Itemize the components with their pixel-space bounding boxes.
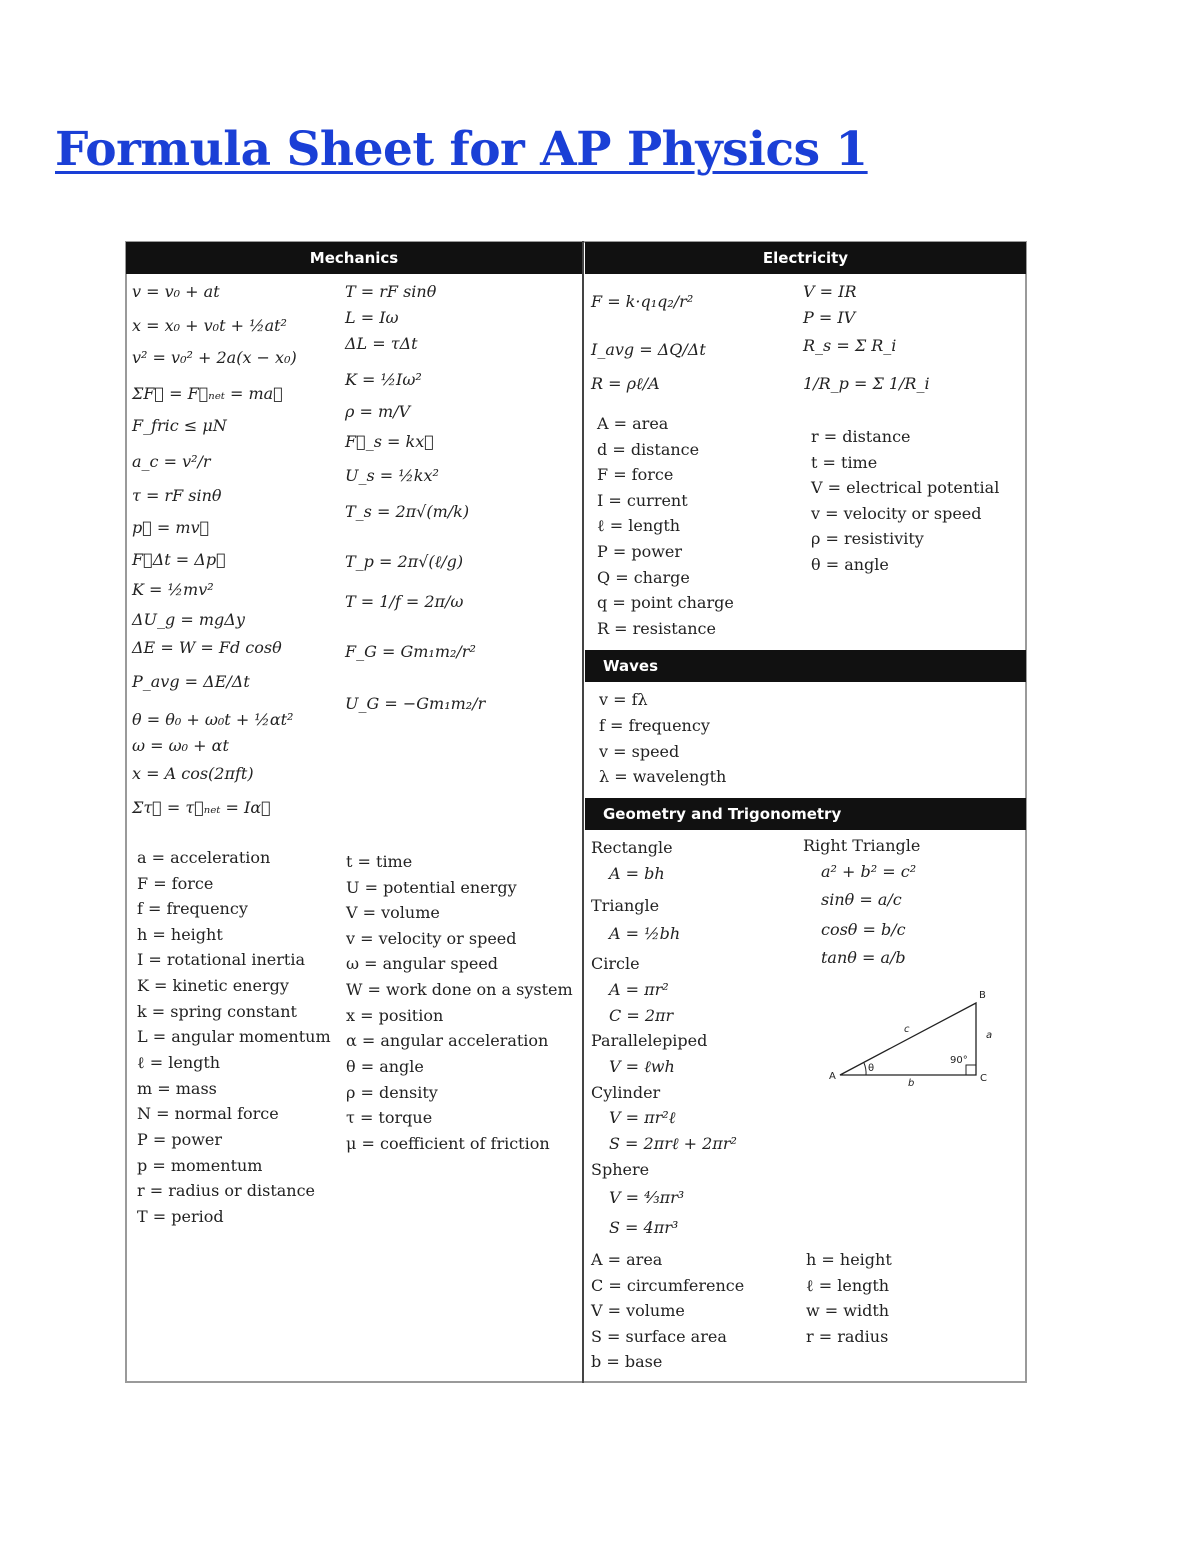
side-label-c: c — [904, 1024, 910, 1035]
equation: A = πr² — [609, 980, 669, 999]
vertex-label-a: A — [829, 1071, 836, 1082]
right-angle-label: 90° — [950, 1055, 968, 1066]
definition: p = momentum — [137, 1156, 263, 1175]
equation: cosθ = b/c — [821, 920, 906, 939]
side-label-a: a — [986, 1030, 993, 1041]
equation: x = A cos(2πft) — [132, 764, 254, 783]
side-label-b: b — [908, 1078, 915, 1086]
definition: τ = torque — [346, 1108, 433, 1127]
equation: T = rF sinθ — [345, 282, 437, 301]
equation: v = v₀ + at — [132, 282, 220, 301]
equation: S = 2πrℓ + 2πr² — [609, 1134, 737, 1153]
definition: W = work done on a system — [346, 980, 573, 999]
equation: F_G = Gm₁m₂/r² — [345, 642, 476, 661]
equation: A = ½bh — [609, 924, 681, 943]
equation: T = 1/f = 2π/ω — [345, 592, 464, 611]
equation: θ = θ₀ + ω₀t + ½αt² — [132, 710, 294, 729]
definition: v = speed — [599, 742, 680, 761]
equation: U_G = −Gm₁m₂/r — [345, 694, 486, 713]
definition: A = area — [591, 1250, 663, 1269]
equation: K = ½Iω² — [345, 370, 422, 389]
definition: K = kinetic energy — [137, 976, 289, 995]
definition: L = angular momentum — [137, 1027, 331, 1046]
equation: ΣF⃗ = F⃗ₙₑₜ = ma⃗ — [132, 384, 283, 403]
angle-arc — [864, 1063, 866, 1075]
equation: F⃗Δt = Δp⃗ — [132, 550, 226, 569]
definition: v = velocity or speed — [346, 929, 517, 948]
definition: k = spring constant — [137, 1002, 297, 1021]
definition: S = surface area — [591, 1327, 727, 1346]
definition: t = time — [346, 852, 413, 871]
equation: U_s = ½kx² — [345, 466, 439, 485]
vertex-label-b: B — [979, 990, 986, 1001]
equation: S = 4πr³ — [609, 1218, 679, 1237]
shape-heading: Parallelepiped — [591, 1031, 708, 1050]
definition: r = radius or distance — [137, 1181, 316, 1200]
page-title: Formula Sheet for AP Physics 1 — [55, 122, 868, 177]
equation: F = k·q₁q₂/r² — [591, 292, 694, 311]
definition: I = rotational inertia — [137, 950, 305, 969]
equation: x = x₀ + v₀t + ½at² — [132, 316, 287, 335]
definition: v = velocity or speed — [811, 504, 982, 523]
equation: v = fλ — [599, 690, 648, 709]
definition: P = power — [597, 542, 683, 561]
definition: h = height — [806, 1250, 892, 1269]
equation: R = ρℓ/A — [591, 374, 660, 393]
equation: V = ℓwh — [609, 1057, 675, 1076]
equation: I_avg = ΔQ/Δt — [591, 340, 706, 359]
equation: A = bh — [609, 864, 665, 883]
equation: V = ⁴⁄₃πr³ — [609, 1188, 685, 1207]
definition: λ = wavelength — [599, 767, 727, 786]
definition: ω = angular speed — [346, 954, 499, 973]
definition: ℓ = length — [806, 1276, 890, 1295]
equation: ρ = m/V — [345, 402, 411, 421]
definition: t = time — [811, 453, 878, 472]
equation: K = ½mv² — [132, 580, 214, 599]
equation: sinθ = a/c — [821, 890, 902, 909]
definition: V = volume — [591, 1301, 685, 1320]
definition: F = force — [137, 874, 214, 893]
equation: a² + b² = c² — [821, 862, 917, 881]
definition: P = power — [137, 1130, 223, 1149]
definition: ℓ = length — [597, 516, 681, 535]
equation: 1/R_p = Σ 1/R_i — [803, 374, 930, 393]
equation: ΔU_g = mgΔy — [132, 610, 245, 629]
equation: V = πr²ℓ — [609, 1108, 676, 1127]
definition: ρ = resistivity — [811, 529, 924, 548]
definition: θ = angle — [346, 1057, 424, 1076]
shape-heading: Rectangle — [591, 838, 673, 857]
definition: ρ = density — [346, 1083, 438, 1102]
definition: μ = coefficient of friction — [346, 1134, 550, 1153]
equation: ΔL = τΔt — [345, 334, 418, 353]
column-divider — [582, 241, 584, 1383]
definition: U = potential energy — [346, 878, 517, 897]
definition: q = point charge — [597, 593, 734, 612]
equation: T_p = 2π√(ℓ/g) — [345, 552, 464, 571]
section-header-waves: Waves — [585, 650, 1026, 682]
definition: α = angular acceleration — [346, 1031, 549, 1050]
definition: r = radius — [806, 1327, 889, 1346]
vertex-label-c: C — [980, 1073, 987, 1084]
equation: ω = ω₀ + αt — [132, 736, 229, 755]
definition: f = frequency — [599, 716, 710, 735]
definition: a = acceleration — [137, 848, 271, 867]
right-triangle-diagram — [826, 986, 998, 1086]
section-header-geometry: Geometry and Trigonometry — [585, 798, 1026, 830]
definition: V = electrical potential — [811, 478, 1000, 497]
section-header-mechanics: Mechanics — [126, 242, 582, 274]
shape-heading: Right Triangle — [803, 836, 921, 855]
definition: d = distance — [597, 440, 700, 459]
definition: I = current — [597, 491, 688, 510]
equation: V = IR — [803, 282, 857, 301]
shape-heading: Triangle — [591, 896, 660, 915]
definition: f = frequency — [137, 899, 248, 918]
shape-heading: Sphere — [591, 1160, 650, 1179]
definition: R = resistance — [597, 619, 716, 638]
definition: N = normal force — [137, 1104, 279, 1123]
equation: P_avg = ΔE/Δt — [132, 672, 250, 691]
definition: Q = charge — [597, 568, 690, 587]
equation: R_s = Σ R_i — [803, 336, 897, 355]
definition: h = height — [137, 925, 223, 944]
equation: P = IV — [803, 308, 856, 327]
shape-heading: Cylinder — [591, 1083, 661, 1102]
equation: L = Iω — [345, 308, 399, 327]
definition: F = force — [597, 465, 674, 484]
definition: A = area — [597, 414, 669, 433]
definition: w = width — [806, 1301, 890, 1320]
definition: θ = angle — [811, 555, 889, 574]
angle-label-theta: θ — [868, 1063, 875, 1074]
definition: C = circumference — [591, 1276, 745, 1295]
definition: ℓ = length — [137, 1053, 221, 1072]
right-angle-marker — [966, 1065, 976, 1075]
definition: V = volume — [346, 903, 440, 922]
equation: p⃗ = mv⃗ — [132, 518, 210, 537]
equation: v² = v₀² + 2a(x − x₀) — [132, 348, 297, 367]
equation: F_fric ≤ μN — [132, 416, 227, 435]
definition: x = position — [346, 1006, 444, 1025]
equation: ΔE = W = Fd cosθ — [132, 638, 282, 657]
section-header-electricity: Electricity — [585, 242, 1026, 274]
equation: tanθ = a/b — [821, 948, 906, 967]
definition: b = base — [591, 1352, 663, 1371]
equation: a_c = v²/r — [132, 452, 211, 471]
equation: Στ⃗ = τ⃗ₙₑₜ = Iα⃗ — [132, 798, 271, 817]
equation: T_s = 2π√(m/k) — [345, 502, 470, 521]
equation: F⃗_s = kx⃗ — [345, 432, 434, 451]
shape-heading: Circle — [591, 954, 640, 973]
definition: m = mass — [137, 1079, 217, 1098]
definition: T = period — [137, 1207, 224, 1226]
equation: C = 2πr — [609, 1006, 674, 1025]
definition: r = distance — [811, 427, 911, 446]
equation: τ = rF sinθ — [132, 486, 222, 505]
